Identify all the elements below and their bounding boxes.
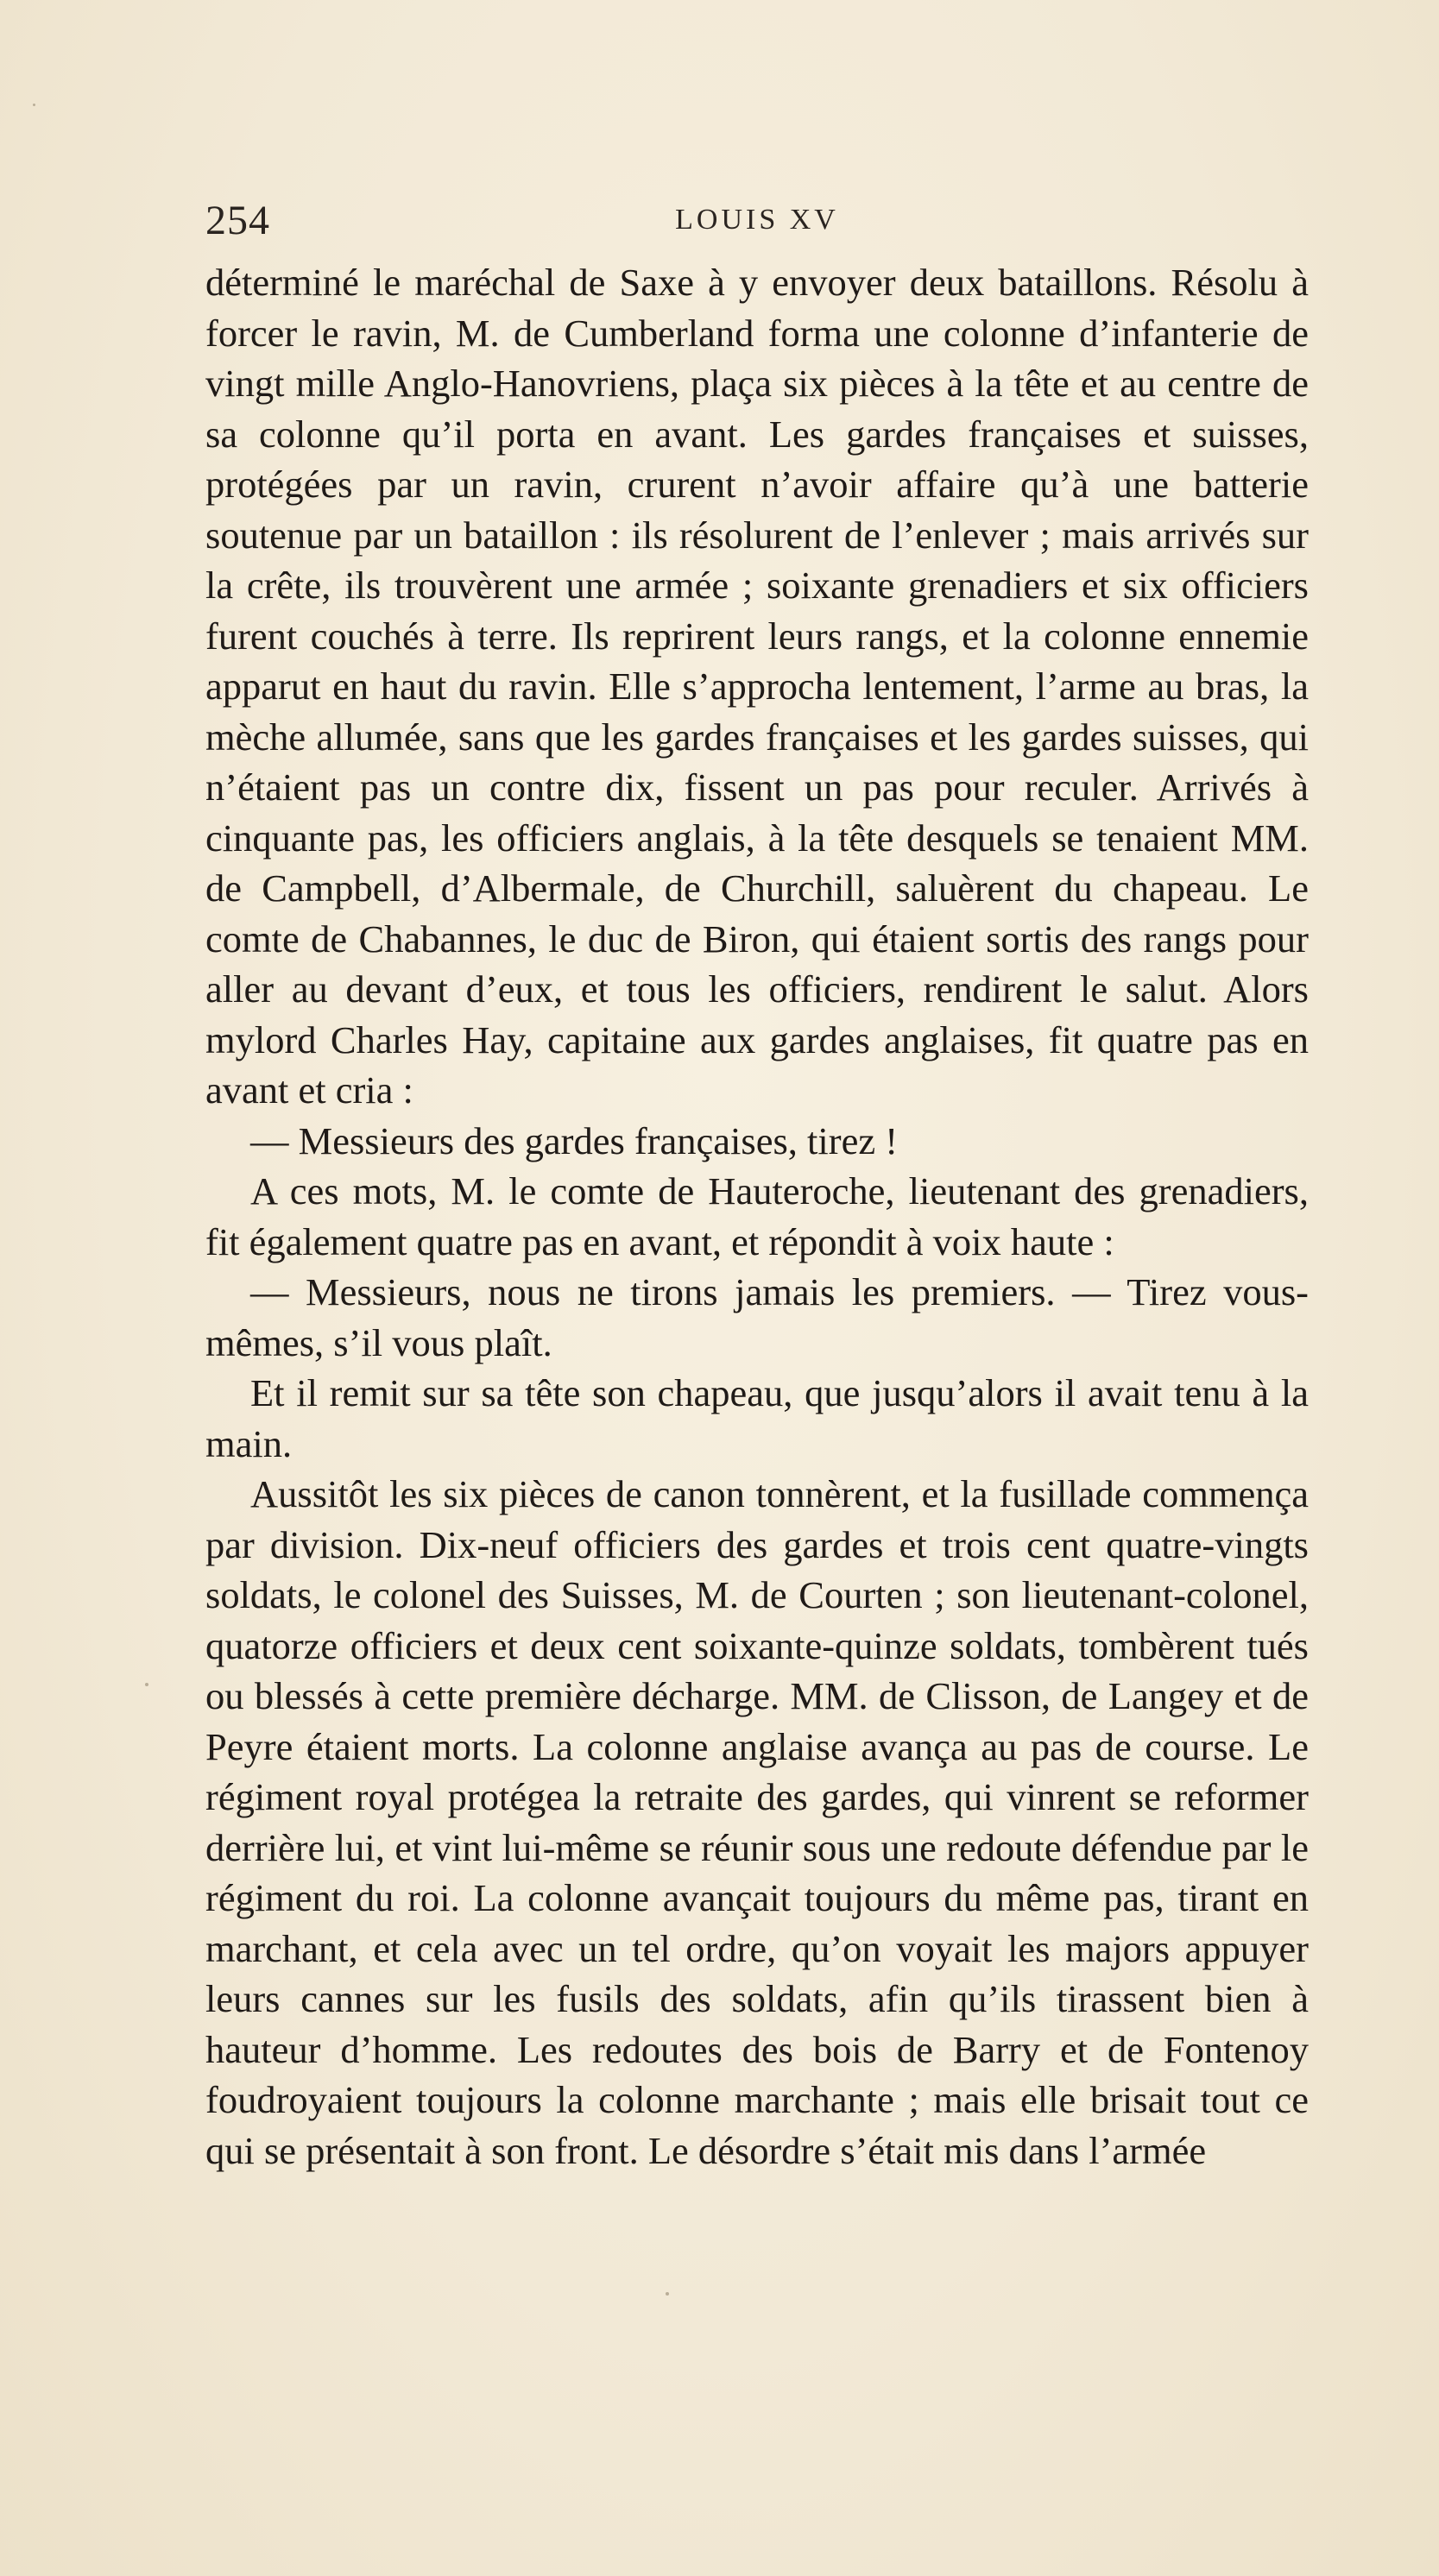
paragraph-hauteroche-reply-intro: A ces mots, M. le comte de Hauteroche, lieutenant des grenadiers, fit également quatre pas en avant, et répondit à voix haute : <box>205 1169 1309 1263</box>
paragraph-hat: Et il remit sur sa tête son chapeau, que jusqu’alors il avait tenu à la main. <box>205 1371 1309 1465</box>
paragraph-cannonade: Aussitôt les six pièces de canon tonnèrent, et la fusillade commença par division. Dix-neuf officiers des gardes et trois cent quatre-vingts soldats, le colonel des Suisses, M. de Courten ; son lieutenant-colonel, quatorze officiers et deux cent soixante-quinze soldats, tombèrent tués ou blessés à cette première décharge. MM. de Clisson, de Langey et de Peyre étaient morts. La colonne anglaise avança au pas de course. Le régiment royal protégea la retraite des gardes, qui vinrent se reformer derrière lui, et vint lui-même se réunir sous une redoute défendue par le régiment du roi. La colonne avançait toujours du même pas, tirant en marchant, et cela avec un tel ordre, qu’on voyait les majors appuyer leurs cannes sur les fusils des soldats, afin qu’ils tirassent bien à hauteur d’homme. Les redoutes des bois de Barry et de Fontenoy foudroyaient toujours la colonne marchante ; mais elle brisait tout ce qui se présentait à son front. Le désordre s’était mis dans l’armée <box>205 1472 1309 2172</box>
paragraph-hauteroche-quote: — Messieurs, nous ne tirons jamais les premiers. — Tirez vous-mêmes, s’il vous plaît. <box>205 1270 1309 1364</box>
paper-speck <box>145 1683 148 1686</box>
page-header <box>205 197 1309 249</box>
paper-speck <box>666 2292 669 2296</box>
running-title: LOUIS XV <box>675 204 839 236</box>
paper-speck <box>33 104 35 106</box>
paragraph-hay-quote: — Messieurs des gardes françaises, tirez ! <box>250 1118 899 1162</box>
page-number: 254 <box>205 198 270 243</box>
paragraph-battle-opening: déterminé le maréchal de Saxe à y envoyer deux bataillons. Résolu à forcer le ravin, M. de Cumberland forma une colonne d’infanterie de vingt mille Anglo-Hanovriens, plaça six pièces à la tête et au centre de sa colonne qu’il porta en avant. Les gardes françaises et suisses, protégées par un ravin, crurent n’avoir affaire qu’à une batterie soutenue par un bataillon : ils résolurent de l’enlever ; mais arrivés sur la crête, ils trouvèrent une armée ; soixante grenadiers et six officiers furent couchés à terre. Ils reprirent leurs rangs, et la colonne ennemie apparut en haut du ravin. Elle s’approcha lentement, l’arme au bras, la mèche allumée, sans que les gardes françaises et les gardes suisses, qui n’étaient pas un contre dix, fissent un pas pour reculer. Arrivés à cinquante pas, les officiers anglais, à la tête desquels se tenaient MM. de Campbell, d’Albermale, de Churchill, saluèrent du chapeau. Le comte de Chabannes, le duc de Biron, qui étaient sortis des rangs pour aller au devant d’eux, et tous les officiers, rendirent le salut. Alors mylord Charles Hay, capitaine aux gardes anglaises, fit quatre pas en avant et cria : <box>205 261 1309 1112</box>
body-text <box>205 257 1309 2176</box>
